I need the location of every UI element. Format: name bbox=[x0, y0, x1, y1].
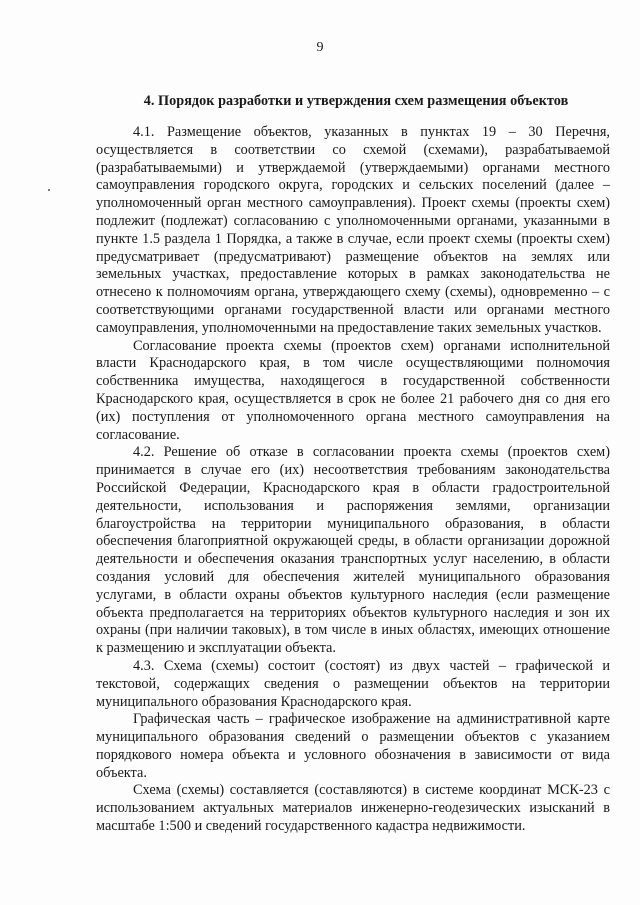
margin-mark bbox=[48, 189, 50, 191]
paragraph-graphic-part: Графическая часть – графическое изображение на административной карте муниципального образования сведений о размещении объектов с указанием порядкового номера объекта и условного обозначения в зависимости от вида объекта. bbox=[96, 711, 610, 781]
paragraph-approval-terms: Согласование проекта схемы (проектов схем) органами исполнительной власти Краснодарского края, в том числе осуществляющими полномочия собственника имущества, находящегося в государственной собственности Краснодарского края, осуществляется в срок не более 21 рабочего дня со дня его (их) поступления от уполномоченного органа местного самоуправления на согласование. bbox=[96, 337, 610, 443]
page-number: 9 bbox=[316, 40, 324, 55]
paragraph-4-3: 4.3. Схема (схемы) состоит (состоят) из двух частей – графической и текстовой, содержащих сведения о размещении объектов на территории муниципального образования Краснодарского края. bbox=[96, 657, 610, 710]
paragraph-coordinate-system: Схема (схемы) составляется (составляются) в системе координат МСК-23 с использованием актуальных материалов инженерно-геодезических изысканий в масштабе 1:500 и сведений государственного кадастра недвижимости. bbox=[96, 782, 610, 835]
section-heading: 4. Порядок разработки и утверждения схем размещения объектов bbox=[143, 93, 569, 109]
body-text bbox=[96, 124, 610, 836]
paragraph-4-2: 4.2. Решение об отказе в согласовании проекта схемы (проектов схем) принимается в случае его (их) несоответствия требованиям законодательства Российской Федерации, Краснодарского края в области градостроительной деятельности, использования и распоряжения землями, организации благоустройства на территории муниципального образования, в области обеспечения благоприятной окружающей среды, в области организации дорожной деятельности и обеспечения оказания транспортных услуг населению, в области создания условий для обеспечения жителей муниципального образования услугами, в области охраны объектов культурного наследия (если размещение объекта предполагается на территориях объектов культурного наследия и зон их охраны (при наличии таковых), в том числе в иных областях, имеющих отношение к размещению и эксплуатации объекта. bbox=[96, 444, 610, 657]
paragraph-4-1: 4.1. Размещение объектов, указанных в пунктах 19 – 30 Перечня, осуществляется в соответствии со схемой (схемами), разрабатываемой (разрабатываемыми) и утверждаемой (утверждаемыми) органами местного самоуправления городского округа, городских и сельских поселений (далее – уполномоченный орган местного самоуправления). Проект схемы (проекты схем) подлежит (подлежат) согласованию с уполномоченными органами, указанными в пункте 1.5 раздела 1 Порядка, а также в случае, если проект схемы (проекты схем) предусматривает (предусматривают) размещение объектов на землях или земельных участках, предоставление которых в рамках законодательства не отнесено к полномочиям органа, утверждающего схему (схемы), одновременно – с соответствующими органами государственной власти или органами местного самоуправления, уполномоченными на предоставление таких земельных участков. bbox=[96, 124, 610, 336]
